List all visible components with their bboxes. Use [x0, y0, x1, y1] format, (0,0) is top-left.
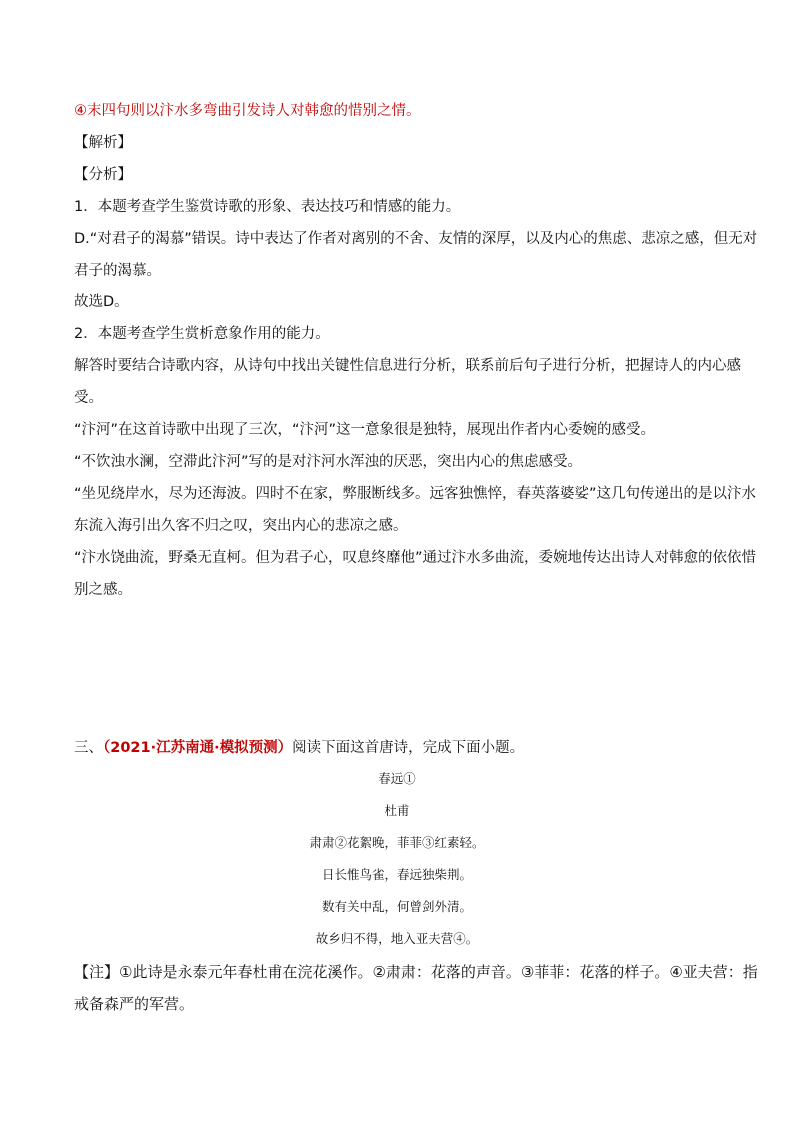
q2-paragraph-2: “不饮浊水澜，空滞此汴河”写的是对汴河水浑浊的厌恶，突出内心的焦虑感受。: [74, 454, 583, 470]
poem-line-1: 肃肃②花絮晚，菲菲③红素轻。: [309, 835, 485, 850]
question-3-number: 三、: [74, 740, 103, 756]
poem-note-line2: 戒备森严的军营。: [74, 995, 195, 1013]
question-3-prompt: 阅读下面这首唐诗，完成下面小题。: [292, 740, 525, 756]
question-3-header: [74, 738, 724, 758]
q2-paragraph-4-line2: 别之感。: [74, 582, 132, 598]
poem-line-3: 数有关中乱，何曾剑外清。: [321, 899, 472, 914]
q2-paragraph-1: “汴河”在这首诗歌中出现了三次，“汴河”这一意象很是独特，展现出作者内心委婉的感受。: [74, 422, 656, 438]
q2-method-line2: 受。: [74, 390, 103, 406]
question-3-source: （2021·江苏南通·模拟预测）: [103, 740, 293, 756]
q2-paragraph-3-line2: 东流入海引出久客不归之叹，突出内心的悲凉之感。: [74, 518, 408, 534]
q1-intro: 1．本题考查学生鉴赏诗歌的形象、表达技巧和情感的能力。: [74, 199, 461, 215]
analysis-point-4: ④末四句则以汴水多弯曲引发诗人对韩愈的惜别之情。: [74, 103, 421, 119]
q2-paragraph-3-line1: “坐见绕岸水，尽为还海波。四时不在家，弊服断线多。远客独憔悴，春英落婆娑”这几句传递出的是以汴水: [74, 486, 757, 502]
poem-author: 杜甫: [384, 803, 410, 818]
q1-answer: 故选D。: [74, 294, 129, 310]
q1-option-d-line2: 君子的渴慕。: [74, 263, 161, 279]
q2-intro: 2．本题考查学生赏析意象作用的能力。: [74, 326, 330, 342]
poem-line-2: 日长惟鸟雀，春远独柴荆。: [321, 867, 472, 882]
jiexi-heading: 【解析】: [74, 135, 132, 151]
q2-method-line1: 解答时要结合诗歌内容，从诗句中找出关键性信息进行分析，联系前后句子进行分析，把握诗人的内心感: [74, 358, 741, 374]
fenxi-heading: 【分析】: [74, 167, 132, 183]
q2-paragraph-4-line1: “汴水饶曲流，野桑无直柯。但为君子心，叹息终靡他”通过汴水多曲流，委婉地传达出诗人对韩愈的依依惜: [74, 550, 757, 566]
q1-option-d-line1: D.“对君子的渴慕”错误。诗中表达了作者对离别的不舍、友情的深厚，以及内心的焦虑、悲凉之感，但无对: [74, 231, 758, 247]
poem-note-line1: 【注】①此诗是永泰元年春杜甫在浣花溪作。②肃肃：花落的声音。③菲菲：花落的样子。④亚夫营：指: [74, 963, 758, 981]
poem-title: 春远①: [378, 771, 416, 786]
poem-line-4: 故乡归不得，地入亚夫营④。: [315, 931, 479, 946]
